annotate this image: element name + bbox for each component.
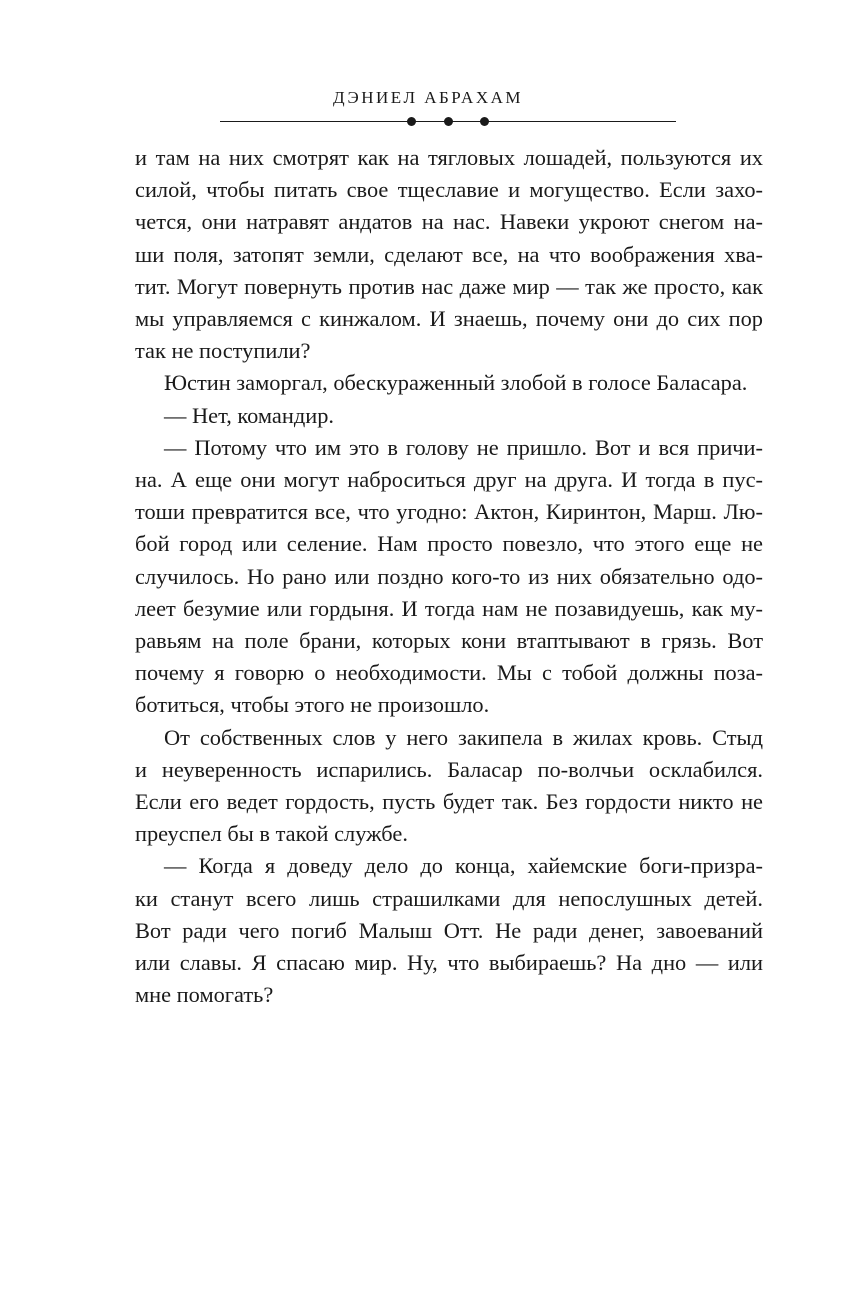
text-line: От собственных слов у него закипела в жилах кровь. Стыд xyxy=(164,724,763,750)
text-line: так не поступили? xyxy=(135,338,311,364)
text-line: ботиться, чтобы этого не произошло. xyxy=(135,692,490,718)
text-line: или славы. Я спасаю мир. Ну, что выбираешь? На дно — или xyxy=(135,950,763,976)
text-line: ки станут всего лишь страшилками для непослушных детей. xyxy=(135,885,763,911)
text-line: чется, они натравят андатов на нас. Навеки укроют снегом на- xyxy=(135,209,763,235)
text-line: тоши превратится все, что угодно: Актон, Киринтон, Марш. Лю- xyxy=(135,499,763,525)
text-line: равьям на поле брани, которых кони втаптывают в грязь. Вот xyxy=(135,628,763,654)
text-line: случилось. Но рано или поздно кого-то из них обязательно одо- xyxy=(135,563,763,589)
text-line: преуспел бы в такой службе. xyxy=(135,821,408,847)
text-line: бой город или селение. Нам просто повезло, что этого еще не xyxy=(135,531,763,557)
text-line: силой, чтобы питать свое тщеславие и могущество. Если захо- xyxy=(135,177,763,203)
ornament-dot xyxy=(444,117,453,126)
text-line: почему я говорю о необходимости. Мы с тобой должны поза- xyxy=(135,660,763,686)
text-line: Вот ради чего погиб Малыш Отт. Не ради денег, завоеваний xyxy=(135,917,763,943)
text-line: тит. Могут повернуть против нас даже мир — так же просто, как xyxy=(135,273,763,299)
text-line: на. А еще они могут наброситься друг на друга. И тогда в пус- xyxy=(135,467,763,493)
text-line: мы управляемся с кинжалом. И знаешь, почему они до сих пор xyxy=(135,306,763,332)
text-line: и неуверенность испарились. Баласар по-волчьи осклабился. xyxy=(135,756,763,782)
text-line: ши поля, затопят земли, сделают все, на что воображения хва- xyxy=(135,241,763,267)
text-line: — Когда я доведу дело до конца, хайемские боги-призра- xyxy=(164,853,763,879)
ornament-dot xyxy=(480,117,489,126)
ornament-dot xyxy=(407,117,416,126)
running-title: ДЭНИЕЛ АБРАХАМ xyxy=(332,88,523,107)
text-line: — Нет, командир. xyxy=(164,402,335,428)
header-ornament xyxy=(220,114,676,130)
text-line: мне помогать? xyxy=(135,982,274,1008)
body-text xyxy=(135,142,763,1011)
text-line: — Потому что им это в голову не пришло. Вот и вся причи- xyxy=(164,434,763,460)
text-line: Если его ведет гордость, пусть будет так. Без гордости никто не xyxy=(135,789,763,815)
text-line: Юстин заморгал, обескураженный злобой в голосе Баласара. xyxy=(164,370,748,396)
text-line: леет безумие или гордыня. И тогда нам не позавидуешь, как му- xyxy=(135,595,763,621)
text-line: и там на них смотрят как на тягловых лошадей, пользуются их xyxy=(135,145,763,170)
